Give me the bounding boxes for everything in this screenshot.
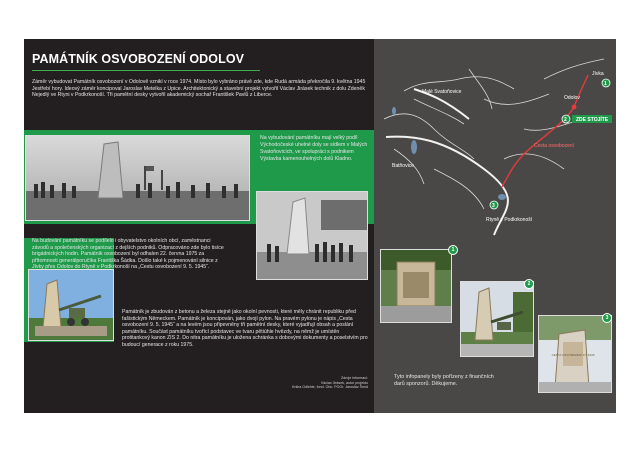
map-label-town2: Batňovice [392, 163, 414, 169]
photo-crowd-unveiling [25, 135, 250, 221]
badge-3: 3 [602, 313, 612, 323]
map-label-town1: Malé Svatoňovice [422, 89, 462, 95]
sponsor-note: Tyto infopanely byly pořízeny z finančních darů sponzorů. Děkujeme. [394, 374, 494, 387]
map-label-town3: Rtyně v Podkrkonoší [486, 217, 533, 223]
badge-1: 1 [448, 245, 458, 255]
map-label-here: ZDE STOJÍTE [576, 117, 609, 123]
para-material: Památník je zbudován z betonu a železa stejně jako okolní pevnosti, které měly chránit republiku před fašistickým Německem. Památník je koncipován, jako dvojí pylon. Na pravém pylonu je nápis „Cesta osvobození 9. 5. 1945“ a na levém jsou připevněny tři pamětní desky, které vyjadřují obsah a poslání památníku. Součást památníku tvořící podstavec ve tvaru pětiúhle hvězdy, na němž je umístěn protitankový kanon ZIS 2. Do nitra památníku je uložena schránka s dobovými dokumenty a poselstvím pro budoucí generace z roku 1975. [122, 309, 368, 348]
map-label-odolov: Odolov [564, 95, 580, 101]
para-construction: Na budování památníku se podílelo i obyvatelstvo okolních obcí, zaměstnanci závodů a společenských organizací z dejších podniků. Odpracováno zde bylo tisíce brigádnických hodin. Památník osvobození byl odhalen 22. června 1975 za přítomnosti generálporučíka Františka Šádka. Došlo také k pojmenování silnice z Jívky přes Odolov do Rtyně v Podkrkonoší na „Cestu osvobození 9. 5. 1945“. [32, 238, 224, 271]
photo-people-monument [256, 191, 368, 280]
source-line-2: Václav Jirásek, autor projektu [320, 380, 368, 385]
photo-cannon-monument [28, 269, 114, 341]
title-underline [32, 70, 260, 71]
route-map [374, 39, 616, 239]
map-marker-2: 2 [564, 117, 567, 123]
photo-monument-cannon-2 [460, 281, 534, 357]
plaque-inscription: CESTA OSVOBOZENÍ 9.5.1945 [551, 353, 595, 357]
map-label-jivka: Jívka [592, 71, 604, 77]
photo-pylon-3 [538, 315, 612, 393]
map-marker-3: 3 [492, 203, 495, 209]
map-marker-1: 1 [604, 81, 607, 87]
page-title: PAMÁTNÍK OSVOBOZENÍ ODOLOV [32, 52, 245, 66]
source-line-1: Zdroje informací: [341, 376, 368, 380]
map-label-route: Cesta osvobození [534, 143, 575, 149]
intro-text: Záměr vybudovat Památník osvobození v Odolově vznikl v roce 1974. Místo bylo vybráno právě zde, kde Rudá armáda překročila 9. května 1945 Jestřebí hory. Ideový záměr koncipoval Jaroslav Metelka z Upice. Architektonický a stavební projekt vytvořil Václav Jirásek technik z dolu Zdeněk Nejedlý ve Rtyni v Podkrkonoší. Tři pamětní desky vytvořil akademický sochař František Pavlů z Liberce. [32, 79, 366, 99]
para-mining-support: Na vybudování památníku mají velký podíl Východočeské uhelné doly se sídlem v Malých Svatoňovicích, ve spolupráci s podnikem Výstavba kamenouhelných dolů Kladno. [260, 135, 368, 162]
info-panel [24, 39, 616, 413]
source-line-3: Kniha Odlehle, fond. Obc. POOr. Jaroslav Šmíd [292, 385, 368, 390]
badge-2: 2 [524, 279, 534, 289]
source-credits [238, 376, 368, 390]
photo-plaque-1 [380, 249, 452, 323]
